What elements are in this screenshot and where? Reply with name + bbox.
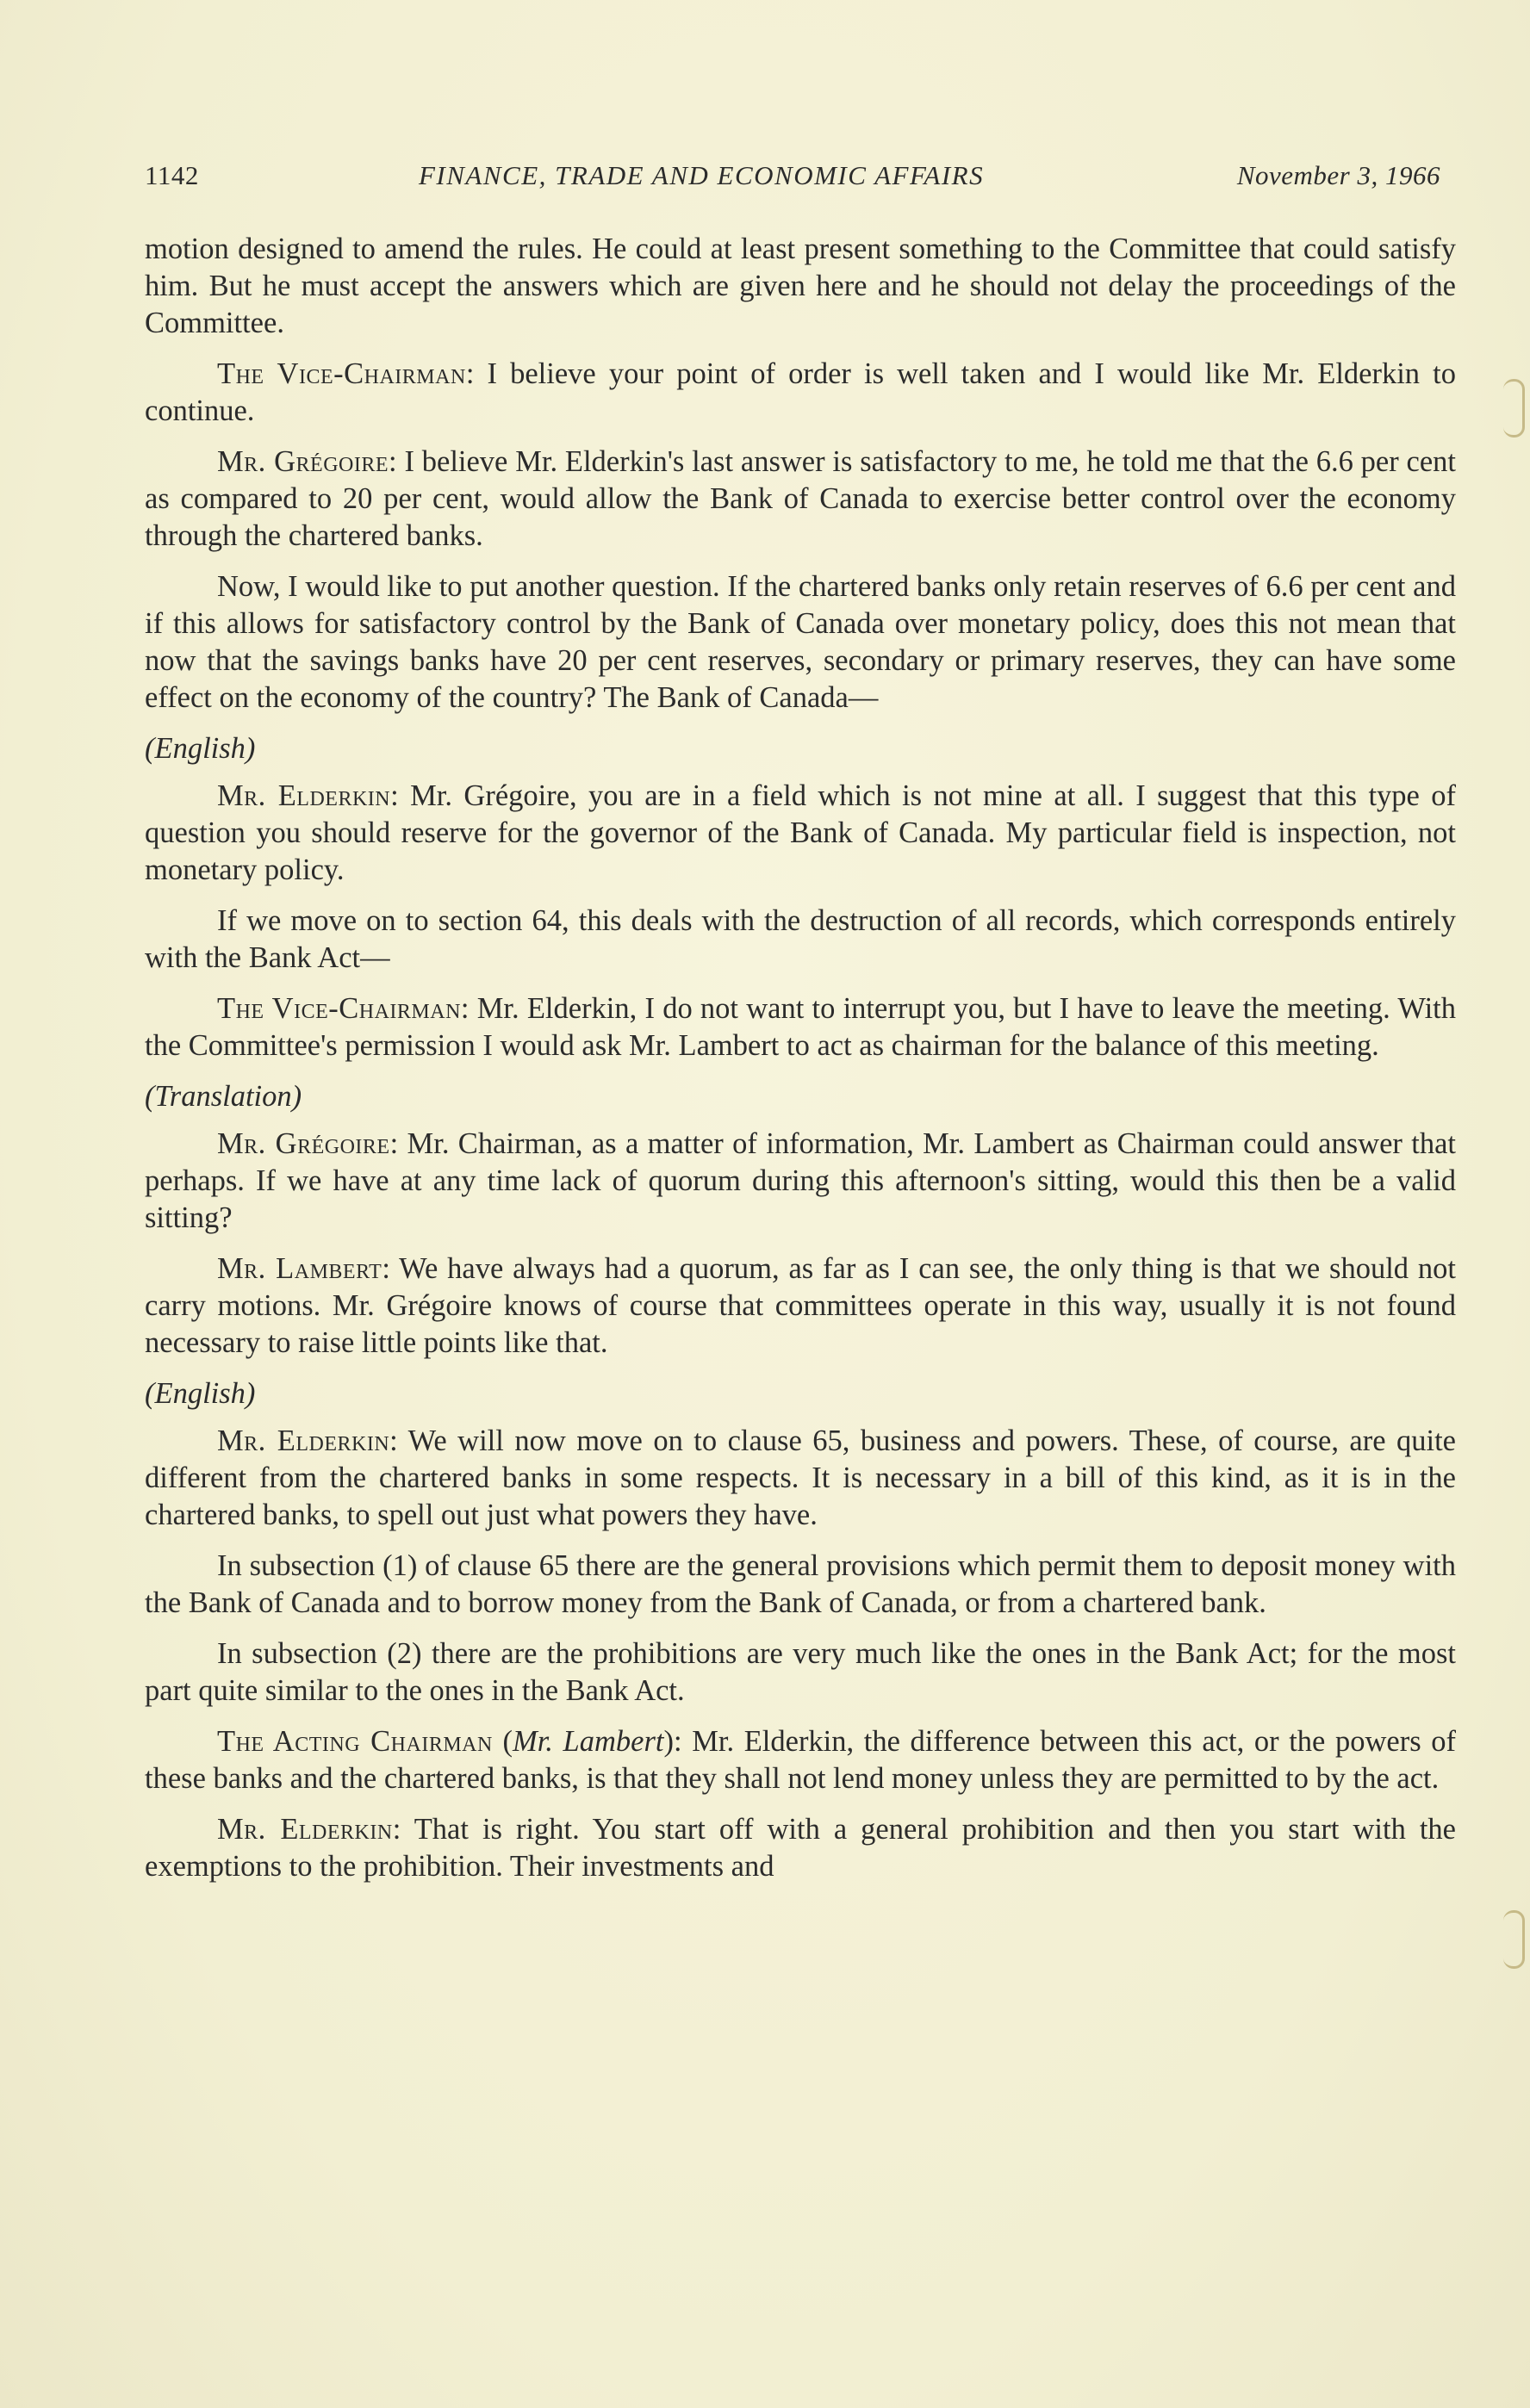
speech-paragraph (145, 1251, 1456, 1362)
speech-paragraph (145, 1811, 1456, 1885)
speech-paragraph (145, 990, 1456, 1064)
speaker-name: Mr. Grégoire (217, 1127, 390, 1160)
speech-text: : That is right. You start off with a general prohibition and then you start with the exemptions to the prohibition. Their investments and (145, 1813, 1456, 1883)
speech-text: : Mr. Elderkin, I do not want to interrupt you, but I have to leave the meeting. With the Committee's permission I would ask Mr. Lambert to act as chairman for the balance of this meeting. (145, 992, 1456, 1062)
language-marker: (English) (145, 732, 256, 765)
speech-text: : We will now move on to clause 65, business and powers. These, of course, are quite different from the chartered banks in some respects. It is necessary in a bill of this kind, as it is in the chartered banks, to spell out just what powers they have. (145, 1424, 1456, 1531)
transcript-body (145, 231, 1456, 1899)
publication-title: FINANCE, TRADE AND ECONOMIC AFFAIRS (419, 160, 985, 190)
page-number: 1142 (145, 160, 199, 190)
speaker-paren-name: Mr. Lambert (512, 1725, 664, 1758)
speaker-name: Mr. Elderkin (217, 1813, 393, 1846)
speech-text: : I believe your point of order is well taken and I would like Mr. Elderkin to continue. (145, 357, 1457, 427)
speech-text: : I believe Mr. Elderkin's last answer is satisfactory to me, he told me that the 6.6 per cent as compared to 20 per cent, would allow the Bank of Canada to exercise better control over the economy through the chartered banks. (145, 445, 1456, 552)
speaker-name: The Acting Chairman (217, 1725, 493, 1758)
speech-text: : Mr. Chairman, as a matter of information, Mr. Lambert as Chairman could answer that perhaps. If we have at any time lack of quorum during this afternoon's sitting, would this then be a valid sitting? (145, 1127, 1456, 1234)
running-header (145, 160, 1440, 198)
language-marker: (Translation) (145, 1080, 302, 1113)
paragraph: In subsection (2) there are the prohibitions are very much like the ones in the Bank Act; for the most part quite similar to the ones in the Bank Act. (145, 1637, 1456, 1707)
speech-paragraph (145, 1423, 1456, 1534)
paragraph: If we move on to section 64, this deals with the destruction of all records, which corresponds entirely with the Bank Act— (145, 904, 1456, 974)
language-marker: (English) (145, 1377, 256, 1410)
margin-bracket-mark (1503, 1910, 1525, 1969)
paragraph: In subsection (1) of clause 65 there are the general provisions which permit them to deposit money with the Bank of Canada and to borrow money from the Bank of Canada, or from a chartered bank. (145, 1549, 1456, 1619)
speech-paragraph (145, 444, 1456, 555)
speaker-name: Mr. Elderkin (217, 779, 391, 812)
speech-paragraph (145, 356, 1456, 430)
speaker-name: Mr. Elderkin (217, 1424, 390, 1457)
paragraph: motion designed to amend the rules. He could at least present something to the Committee that could satisfy him. But he must accept the answers which are given here and he should not delay the proceedings of the Committee. (145, 233, 1456, 339)
speech-paragraph (145, 778, 1456, 889)
speech-paragraph: The Acting Chairman (Mr. Lambert): Mr. Elderkin, the difference between this act, or the powers of these banks and the chartered banks, is that they shall not lend money unless they are permitted to by the act. (145, 1725, 1456, 1795)
speaker-name: The Vice-Chairman (217, 992, 461, 1025)
session-date: November 3, 1966 (1236, 160, 1440, 190)
margin-bracket-mark (1503, 379, 1525, 438)
speaker-name: Mr. Lambert (217, 1252, 382, 1285)
speaker-name: Mr. Grégoire (217, 445, 389, 478)
paragraph: Now, I would like to put another question. If the chartered banks only retain reserves of 6.6 per cent and if this allows for satisfactory control by the Bank of Canada over monetary policy, does this not mean that now that the savings banks have 20 per cent reserves, secondary or primary reserves, they can have some effect on the economy of the country? The Bank of Canada— (145, 570, 1456, 714)
speech-text: : Mr. Grégoire, you are in a field which is not mine at all. I suggest that this type of question you should reserve for the governor of the Bank of Canada. My particular field is inspection, not monetary policy. (145, 779, 1456, 886)
speaker-name: The Vice-Chairman (217, 357, 466, 390)
speech-text: : We have always had a quorum, as far as I can see, the only thing is that we should not carry motions. Mr. Grégoire knows of course that committees operate in this way, usually it is not found necessary to raise little points like that. (145, 1252, 1457, 1359)
speech-paragraph (145, 1126, 1456, 1237)
speech-text: : Mr. Elderkin, the difference between this act, or the powers of these banks and the chartered banks, is that they shall not lend money unless they are permitted to by the act. (145, 1725, 1456, 1795)
